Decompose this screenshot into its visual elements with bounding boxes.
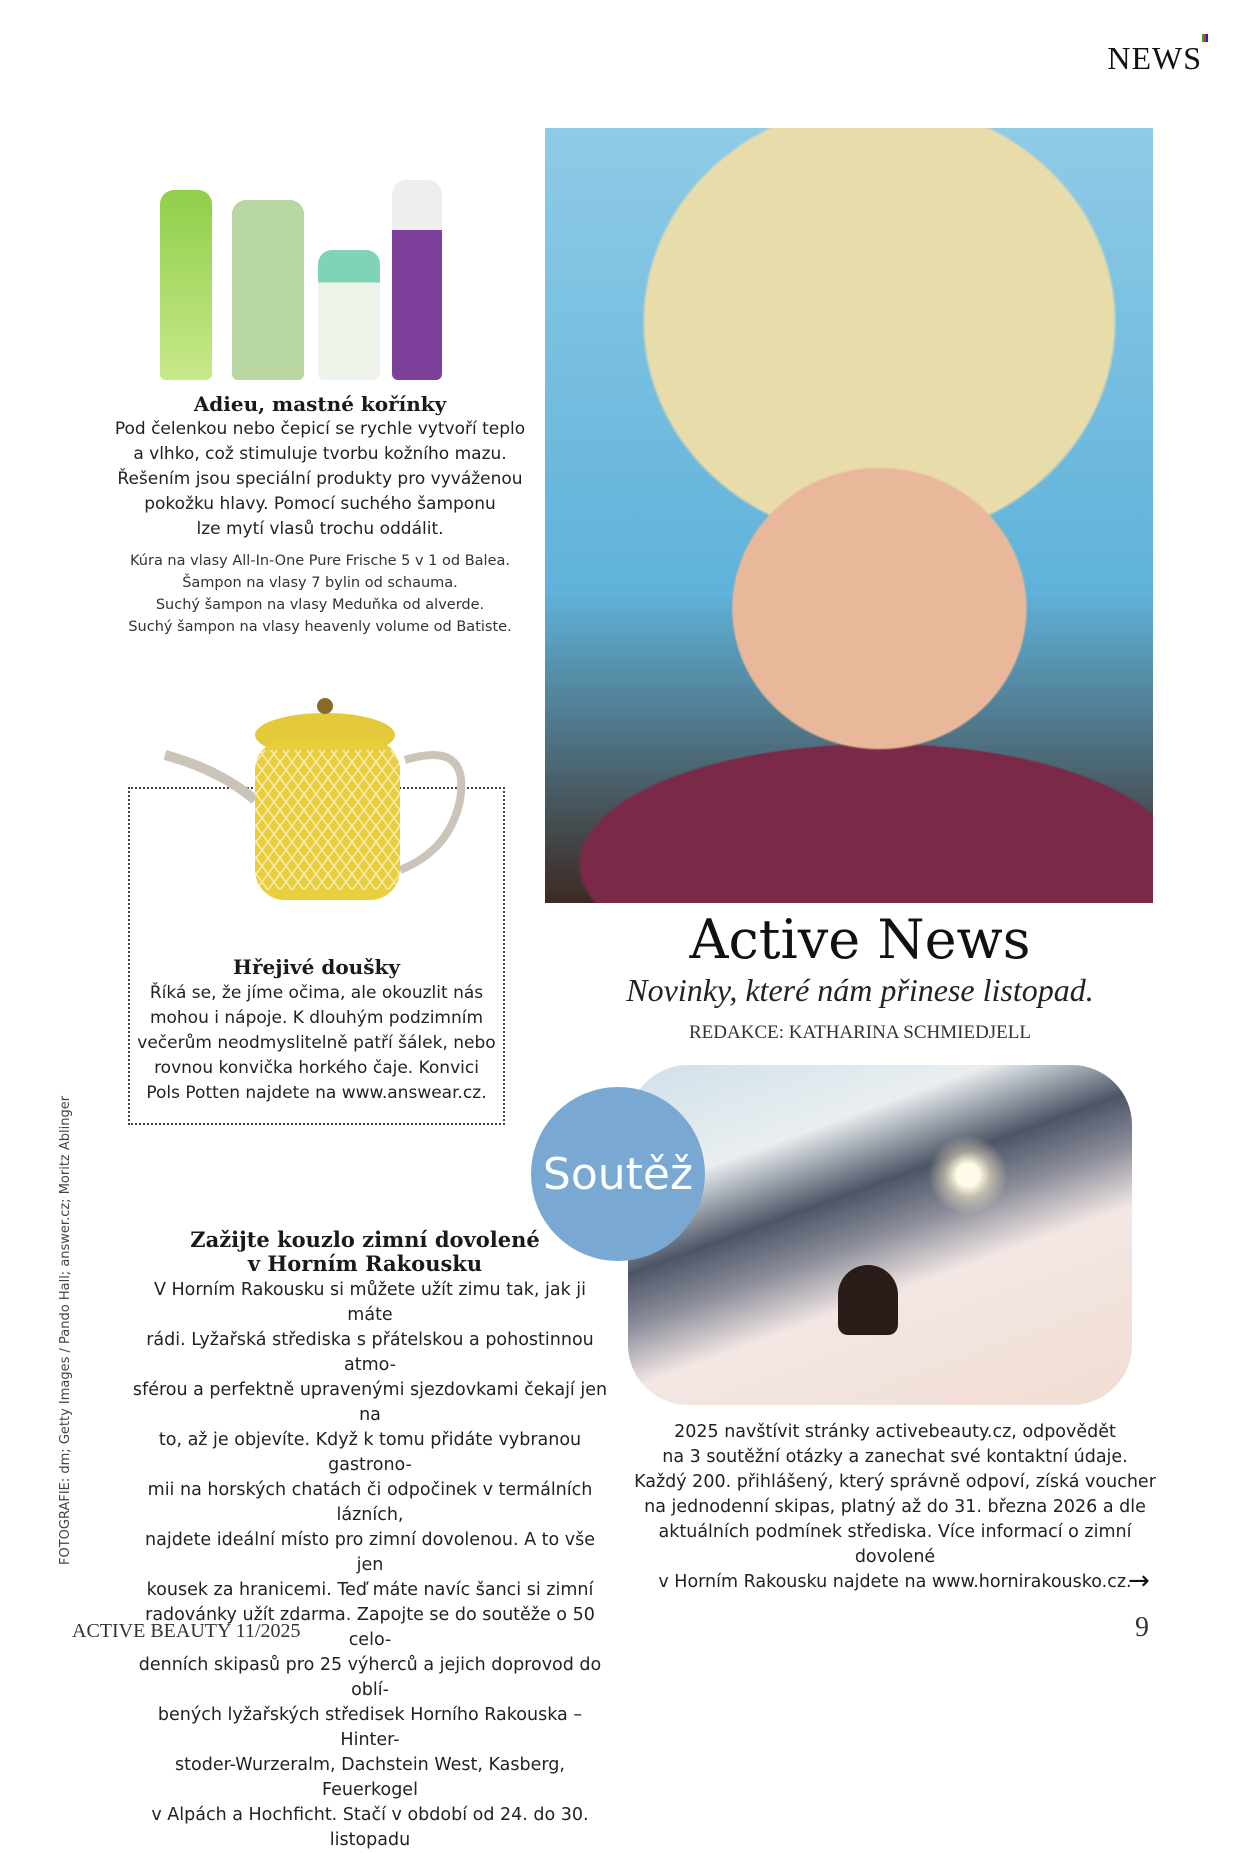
- page-subtitle: Novinky, které nám přinese listopad.: [626, 972, 1094, 1008]
- footer-magazine: ACTIVE BEAUTY 11/2025: [72, 1620, 301, 1642]
- registration-mark: [1202, 34, 1208, 42]
- continue-arrow-icon: →: [1128, 1566, 1150, 1596]
- skier: [838, 1265, 898, 1335]
- product-item: Suchý šampon na vlasy Meduňka od alverde.: [155, 597, 485, 613]
- product-photo: [160, 160, 480, 380]
- product-item: Kúra na vlasy All-In-One Pure Frische 5 v 1 od Balea.: [130, 553, 510, 569]
- teapot-photo: [160, 690, 480, 925]
- byline: REDAKCE: KATHARINA SCHMIEDJELL: [689, 1022, 1031, 1043]
- article-body: Pod čelenkou nebo čepicí se rychle vytvoří teplo a vlhko, což stimuluje tvorbu kožního mazu. Řešením jsou speciální produkty pro vyváženou pokožku hlavy. Pomocí suchého šamponu lze mytí vlasů trochu oddálit.: [114, 419, 526, 539]
- product-item: Šampon na vlasy 7 bylin od schauma.: [182, 575, 458, 591]
- sun: [928, 1135, 1008, 1215]
- page-title: Active News: [689, 908, 1031, 971]
- article-title: Zažijte kouzlo zimní dovolené v Horním Rakousku: [190, 1227, 540, 1276]
- product-list: [100, 550, 540, 638]
- article-title: Adieu, mastné kořínky: [193, 392, 447, 416]
- article-title: Hřejivé doušky: [233, 955, 400, 979]
- page-number: 9: [1135, 1612, 1149, 1643]
- ski-photo: [628, 1065, 1132, 1405]
- product-item: Suchý šampon na vlasy heavenly volume od Batiste.: [128, 619, 512, 635]
- photo-credits: FOTOGRAFIE: dm; Getty Images / Pando Hall; answer.cz; Moritz Ablinger: [58, 1095, 73, 1565]
- contest-badge: Soutěž: [531, 1087, 705, 1261]
- hero-photo-woman-in-winter-hat: [545, 128, 1153, 903]
- section-label: NEWS: [1107, 40, 1202, 76]
